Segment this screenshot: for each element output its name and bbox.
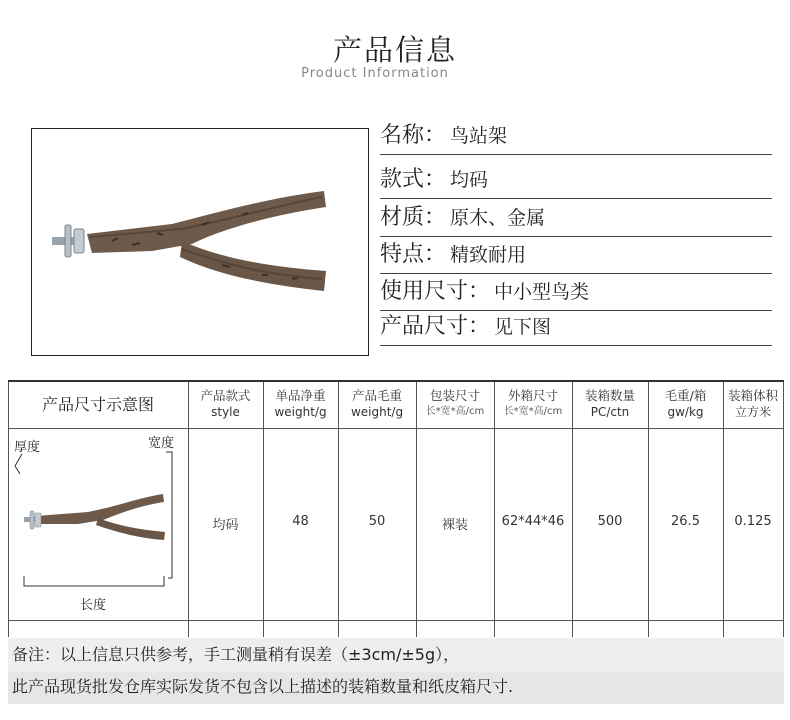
note-line-2: 此产品现货批发仓库实际发货不包含以上描述的装箱数量和纸皮箱尺寸. — [8, 672, 784, 704]
header-volume: 装箱体积 立方米 — [727, 388, 778, 419]
spec-row-style: 款式： 均码 — [380, 161, 772, 199]
header-package-size: 包装尺寸 长*宽*高/cm — [425, 388, 485, 417]
spec-row-size: 产品尺寸： 见下图 — [380, 308, 772, 346]
value-style: 均码 — [212, 518, 239, 533]
spec-row-feature: 特点： 精致耐用 — [380, 236, 772, 274]
header-gross-weight: 产品毛重 weight/g — [350, 388, 404, 419]
value-package-size: 裸装 — [441, 518, 468, 533]
length-label: 长度 — [80, 598, 107, 613]
value-carton-size: 62*44*46 — [501, 514, 565, 529]
size-diagram — [8, 428, 188, 620]
header-carton-size: 外箱尺寸 长*宽*高/cm — [503, 388, 563, 417]
product-photo — [31, 128, 369, 356]
spec-row-usage: 使用尺寸： 中小型鸟类 — [380, 273, 772, 311]
value-gross-weight: 50 — [368, 514, 386, 529]
header-style: 产品款式 style — [200, 388, 251, 419]
page-title: 产品信息 — [332, 33, 457, 67]
header-gw-carton: 毛重/箱 gw/kg — [664, 388, 707, 419]
value-volume: 0.125 — [734, 514, 772, 529]
header-net-weight: 单品净重 weight/g — [274, 388, 327, 419]
spec-row-name: 名称： 鸟站架 — [380, 117, 772, 155]
diagram-header: 产品尺寸示意图 — [41, 395, 154, 414]
spec-table — [8, 380, 784, 637]
value-net-weight: 48 — [292, 514, 309, 529]
thickness-label: 厚度 — [14, 440, 41, 455]
page-subtitle: Product Information — [301, 66, 449, 81]
value-carton-qty: 500 — [597, 514, 623, 529]
header-carton-qty: 装箱数量 PC/ctn — [584, 388, 635, 419]
bird-perch-image — [32, 129, 368, 355]
width-label: 宽度 — [148, 436, 175, 451]
spec-row-material: 材质： 原木、金属 — [380, 199, 772, 237]
note-line-1: 备注：以上信息只供参考，手工测量稍有误差（±3cm/±5g）， — [8, 638, 784, 672]
value-gw-carton: 26.5 — [671, 514, 700, 529]
